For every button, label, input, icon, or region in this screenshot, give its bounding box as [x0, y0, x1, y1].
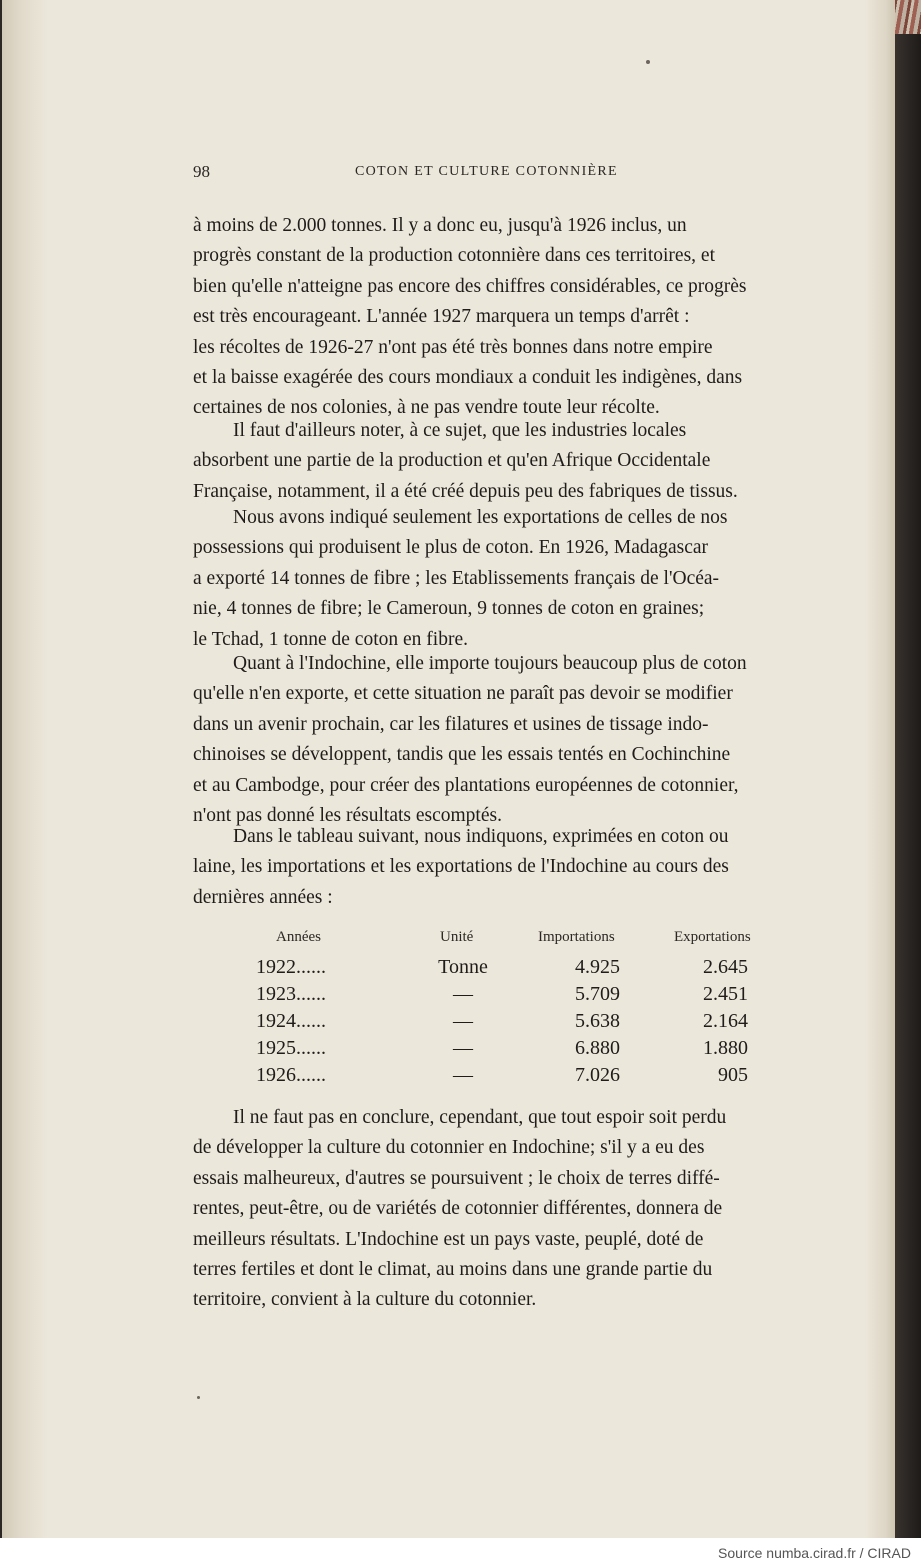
row-year [256, 1010, 326, 1033]
text-line: Nous avons indiqué seulement les exportations de celles de nos [233, 507, 728, 528]
row-exports: 905 [718, 1064, 748, 1086]
row-year [256, 1064, 326, 1087]
text-line: dans un avenir prochain, car les filatures et usines de tissage indo- [193, 713, 709, 735]
text-line: dernières années : [193, 886, 333, 908]
dot-leader: ...... [296, 1010, 326, 1032]
year-value: 1923 [256, 983, 296, 1005]
table-row [0, 983, 921, 1009]
table-header-exports: Exportations [674, 929, 751, 945]
text-line: nie, 4 tonnes de fibre; le Cameroun, 9 tonnes de coton en graines; [193, 598, 705, 620]
text-line: et au Cambodge, pour créer des plantations européennes de cotonnier, [193, 774, 739, 796]
text-line: meilleurs résultats. L'Indochine est un pays vaste, peuplé, doté de [193, 1228, 704, 1250]
paragraph [193, 416, 837, 507]
paragraph [193, 1103, 837, 1316]
row-unit: — [453, 1064, 473, 1086]
page-edge-shadow [865, 0, 895, 1538]
text-line: les récoltes de 1926-27 n'ont pas été très bonnes dans notre empire [193, 336, 713, 358]
row-year [256, 1037, 326, 1060]
text-line: à moins de 2.000 tonnes. Il y a donc eu, jusqu'à 1926 inclus, un [193, 215, 687, 236]
year-value: 1926 [256, 1064, 296, 1086]
row-unit: Tonne [438, 956, 488, 978]
text-line: rentes, peut-être, ou de variétés de cotonnier différentes, donnera de [193, 1198, 723, 1220]
row-exports: 2.645 [703, 956, 748, 978]
text-line: Dans le tableau suivant, nous indiquons, exprimées en coton ou [233, 826, 729, 847]
text-line: terres fertiles et dont le climat, au moins dans une grande partie du [193, 1259, 713, 1281]
row-unit: — [453, 1010, 473, 1032]
text-line: est très encourageant. L'année 1927 marquera un temps d'arrêt : [193, 306, 690, 328]
year-value: 1924 [256, 1010, 296, 1032]
row-unit: — [453, 1037, 473, 1059]
text-line: certaines de nos colonies, à ne pas vendre toute leur récolte. [193, 397, 660, 419]
text-line: essais malheureux, d'autres se poursuivent ; le choix de terres diffé- [193, 1167, 720, 1189]
paragraph [193, 211, 837, 424]
table-row [0, 1064, 921, 1090]
text-line: progrès constant de la production cotonnière dans ces territoires, et [193, 245, 715, 267]
table-row [0, 1037, 921, 1063]
running-header [193, 162, 837, 186]
text-line: possessions qui produisent le plus de coton. En 1926, Madagascar [193, 537, 709, 559]
row-imports: 4.925 [575, 956, 620, 978]
table-header-year: Années [276, 929, 321, 945]
year-value: 1922 [256, 956, 296, 978]
dot-leader: ...... [296, 1037, 326, 1059]
paper-speck [197, 1396, 200, 1399]
row-imports: 5.638 [575, 1010, 620, 1032]
row-year [256, 983, 326, 1006]
book-edge-strip [893, 34, 921, 1538]
table-header-imports: Importations [538, 929, 615, 945]
row-year [256, 956, 326, 979]
source-credit: Source numba.cirad.fr / CIRAD [718, 1545, 911, 1561]
text-line: Française, notamment, il a été créé depuis peu des fabriques de tissus. [193, 480, 738, 502]
paragraph [193, 822, 837, 913]
dot-leader: ...... [296, 1064, 326, 1086]
row-imports: 6.880 [575, 1037, 620, 1059]
text-line: territoire, convient à la culture du cotonnier. [193, 1289, 537, 1311]
paragraph [193, 503, 837, 655]
row-exports: 1.880 [703, 1037, 748, 1059]
text-line: qu'elle n'en exporte, et cette situation ne paraît pas devoir se modifier [193, 683, 733, 705]
row-imports: 7.026 [575, 1064, 620, 1086]
row-unit: — [453, 983, 473, 1005]
dot-leader: ...... [296, 983, 326, 1005]
text-line: bien qu'elle n'atteigne pas encore des chiffres considérables, ce progrès [193, 275, 747, 297]
paper-speck [646, 60, 650, 64]
table-row [0, 1010, 921, 1036]
text-line: n'ont pas donné les résultats escomptés. [193, 805, 502, 827]
text-line: a exporté 14 tonnes de fibre ; les Etablissements français de l'Océa- [193, 567, 720, 589]
text-line: Il faut d'ailleurs noter, à ce sujet, que les industries locales [233, 420, 687, 441]
table-row [0, 956, 921, 982]
dot-leader: ...... [296, 956, 326, 978]
text-line: et la baisse exagérée des cours mondiaux a conduit les indigènes, dans [193, 367, 743, 389]
text-line: de développer la culture du cotonnier en Indochine; s'il y a eu des [193, 1137, 705, 1159]
year-value: 1925 [256, 1037, 296, 1059]
running-title: COTON ET CULTURE COTONNIÈRE [355, 164, 618, 179]
row-exports: 2.164 [703, 1010, 748, 1032]
page-number: 98 [193, 162, 210, 181]
text-line: le Tchad, 1 tonne de coton en fibre. [193, 628, 468, 650]
page-gutter-shadow [2, 0, 48, 1538]
table-header-unit: Unité [440, 929, 474, 945]
paragraph [193, 649, 837, 831]
text-line: chinoises se développent, tandis que les essais tentés en Cochinchine [193, 744, 731, 766]
text-line: Quant à l'Indochine, elle importe toujours beaucoup plus de coton [233, 653, 747, 674]
row-exports: 2.451 [703, 983, 748, 1005]
text-line: Il ne faut pas en conclure, cependant, que tout espoir soit perdu [233, 1107, 727, 1128]
text-line: laine, les importations et les exportations de l'Indochine au cours des [193, 856, 729, 878]
row-imports: 5.709 [575, 983, 620, 1005]
text-line: absorbent une partie de la production et qu'en Afrique Occidentale [193, 450, 711, 472]
